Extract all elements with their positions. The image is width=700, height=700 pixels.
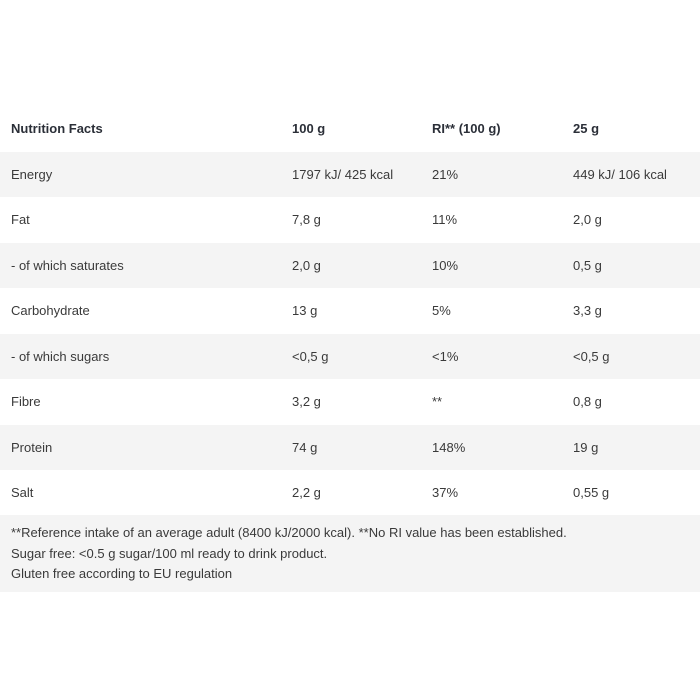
value-per-25g: 0,55 g — [573, 485, 610, 501]
table-row-fat — [0, 197, 700, 243]
row-label: Fibre — [11, 394, 41, 410]
table-row-energy — [0, 152, 700, 198]
header-nutrition-facts: Nutrition Facts — [11, 121, 103, 137]
value-ri: 21% — [432, 166, 459, 182]
value-ri: <1% — [432, 348, 459, 364]
table-row-protein — [0, 425, 700, 471]
value-per-100g: 74 g — [292, 439, 318, 455]
row-label: - of which sugars — [11, 348, 110, 364]
value-ri: 37% — [432, 485, 459, 501]
value-per-25g: 0,8 g — [573, 394, 602, 410]
value-per-100g: 13 g — [292, 303, 318, 319]
value-per-25g: 3,3 g — [573, 303, 602, 319]
value-ri: 10% — [432, 257, 459, 273]
footnotes-section — [0, 515, 700, 592]
nutrition-facts-table — [0, 106, 700, 516]
table-row-fibre — [0, 379, 700, 425]
footnote-gluten-free: Gluten free according to EU regulation — [11, 566, 233, 581]
value-per-25g: 19 g — [573, 439, 599, 455]
footnote-sugar-free: Sugar free: <0.5 g sugar/100 ml ready to drink product. — [11, 545, 328, 561]
header-per-25g: 25 g — [573, 121, 600, 137]
table-row-salt — [0, 470, 700, 516]
value-ri: 5% — [432, 303, 451, 319]
row-label: Protein — [11, 439, 53, 455]
value-ri: 11% — [432, 212, 458, 228]
header-ri: RI** (100 g) — [432, 121, 501, 137]
value-per-25g: 449 kJ/ 106 kcal — [573, 166, 667, 182]
value-per-100g: 2,0 g — [292, 257, 321, 273]
row-label: Fat — [11, 212, 30, 228]
row-label: Energy — [11, 166, 53, 182]
value-per-100g: 7,8 g — [292, 212, 321, 228]
row-label: Carbohydrate — [11, 303, 90, 319]
value-per-25g: 0,5 g — [573, 257, 602, 273]
row-label: Salt — [11, 485, 34, 501]
value-per-100g: 3,2 g — [292, 394, 321, 410]
value-per-25g: <0,5 g — [573, 348, 610, 364]
value-ri: 148% — [432, 439, 466, 455]
table-row-carbohydrate — [0, 288, 700, 334]
row-label: - of which saturates — [11, 257, 124, 273]
table-header-row — [0, 106, 700, 152]
table-row-sugars — [0, 334, 700, 380]
value-per-100g: 2,2 g — [292, 485, 321, 501]
footnote-reference-intake: **Reference intake of an average adult (8400 kJ/2000 kcal). **No RI value has been established. — [11, 525, 567, 540]
value-ri: ** — [432, 394, 443, 410]
header-per-100g: 100 g — [292, 121, 326, 137]
table-row-saturates — [0, 243, 700, 289]
value-per-25g: 2,0 g — [573, 212, 602, 228]
value-per-100g: <0,5 g — [292, 348, 329, 364]
value-per-100g: 1797 kJ/ 425 kcal — [292, 166, 394, 182]
